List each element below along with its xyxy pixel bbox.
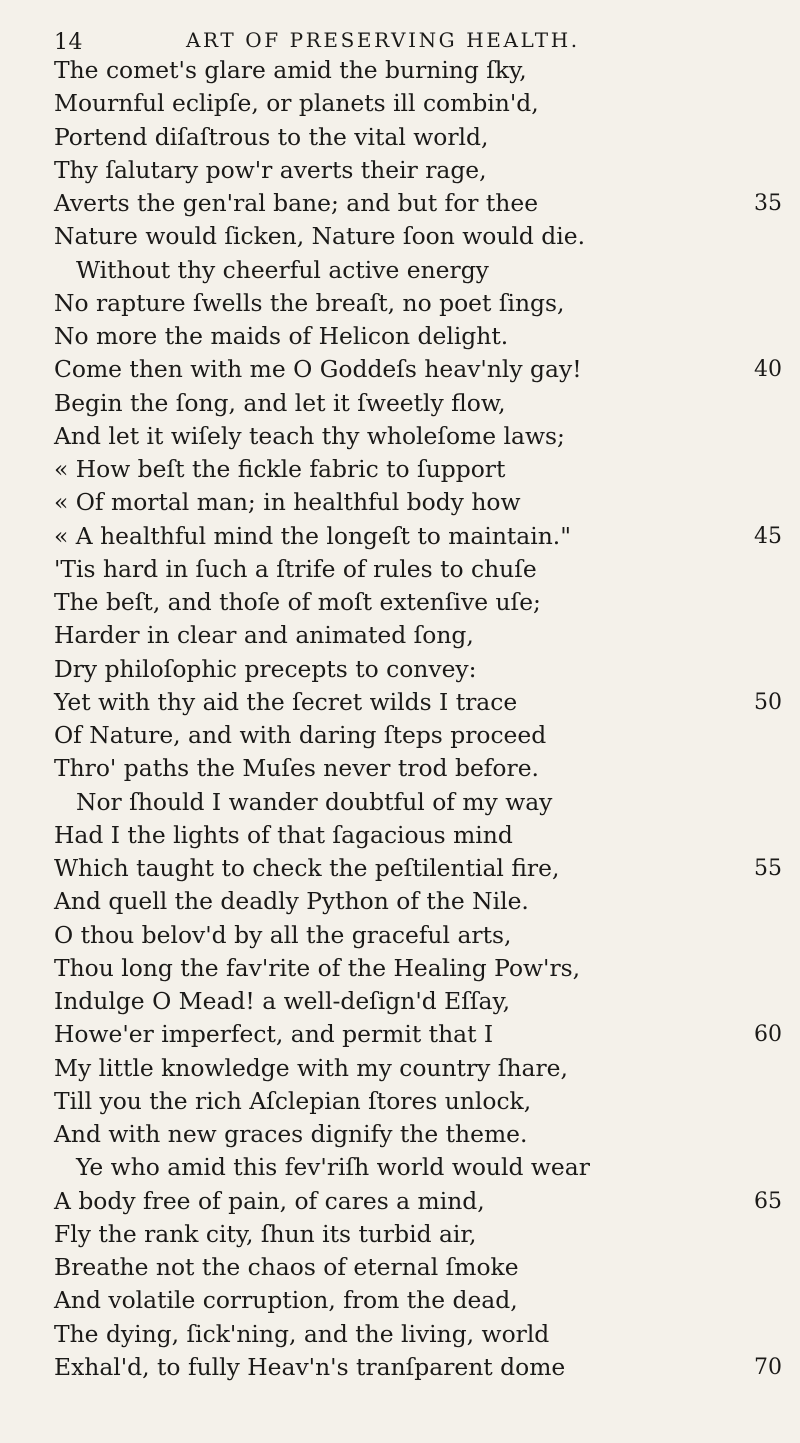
poem-line: Of Nature, and with daring ſteps proceed [54,721,547,749]
poem-line: « A healthful mind the longeſt to maintain." [54,521,571,550]
poem-line: Mournful eclipſe, or planets ill combin'd, [54,89,539,118]
margin-line-number: 65 [754,1188,782,1214]
poem-line: Which taught to check the peſtilential fire, [54,854,560,882]
poem-line: O thou belov'd by all the graceful arts, [54,920,512,949]
poem-line: A body free of pain, of cares a mind, [54,1186,485,1215]
poem-line: « How beſt the fickle fabric to ſupport [54,455,506,483]
poem-line: Indulge O Mead! a well-deſign'd Eſſay, [54,987,511,1015]
poem-line: Yet with thy aid the ſecret wilds I trace [54,687,518,716]
poem-line: And quell the deadly Python of the Nile. [54,887,529,916]
margin-line-number: 45 [754,523,782,549]
poem-line: And volatile corruption, from the dead, [54,1286,518,1315]
margin-line-number: 55 [754,856,782,881]
poem-line: Thou long the fav'rite of the Healing Pow'rs, [54,953,581,982]
poem-line: Dry philoſophic precepts to convey: [54,654,477,683]
poem-line: 'Tis hard in ſuch a ſtrife of rules to chuſe [54,554,537,583]
poem-line: Portend diſaſtrous to the vital world, [54,122,489,151]
poem-line: Ye who amid this fev'riſh world would wear [76,1153,590,1182]
poem-line: No rapture ſwells the breaſt, no poet ſings, [54,288,565,317]
poem-line: My little knowledge with my country ſhare, [54,1053,568,1082]
page-header [54,28,744,54]
margin-line-number: 35 [754,191,782,216]
poem-line: Breathe not the chaos of eternal ſmoke [54,1253,519,1281]
poem-line: Nor ſhould I wander doubtful of my way [76,787,553,816]
poem-line: Exhal'd, to fully Heav'n's tranſparent dome [54,1352,566,1381]
poem-line: Till you the rich Aſclepian ſtores unlock, [54,1086,532,1115]
poem-line: Thro' paths the Muſes never trod before. [54,754,539,783]
poem-line: The dying, ſick'ning, and the living, world [54,1319,550,1348]
poem-line: No more the maids of Helicon delight. [54,322,509,350]
poem-line: Without thy cheerful active energy [76,255,489,284]
poem-line: The beſt, and thoſe of moſt extenſive uſe; [54,588,541,616]
poem-text [54,54,774,1384]
margin-line-numbers [754,54,798,1414]
poem-line: Averts the gen'ral bane; and but for thee [54,189,539,217]
poem-line: Harder in clear and animated ſong, [54,621,474,650]
poem-line: Had I the lights of that ſagacious mind [54,820,513,849]
margin-line-number: 50 [754,689,782,715]
running-title: ART OF PRESERVING HEALTH. [186,28,580,52]
margin-line-number: 40 [754,357,782,383]
poem-line: And with new graces dignify the theme. [54,1120,528,1148]
poem-line: The comet's glare amid the burning ſky, [54,56,527,84]
poem-line: Come then with me O Goddeſs heav'nly gay! [54,355,582,384]
poem-line: Begin the ſong, and let it ſweetly flow, [54,388,506,417]
poem-line: Fly the rank city, ſhun its turbid air, [54,1219,477,1248]
poem-line: Nature would ſicken, Nature ſoon would die. [54,222,586,251]
page-number: 14 [54,30,83,55]
poem-line: Howe'er imperfect, and permit that I [54,1020,494,1049]
poem-line: Thy ſalutary pow'r averts their rage, [54,155,487,184]
poem-line: And let it wiſely teach thy wholeſome laws; [54,421,565,450]
poem-line: « Of mortal man; in healthful body how [54,488,521,517]
margin-line-number: 70 [754,1354,782,1380]
margin-line-number: 60 [754,1022,782,1048]
